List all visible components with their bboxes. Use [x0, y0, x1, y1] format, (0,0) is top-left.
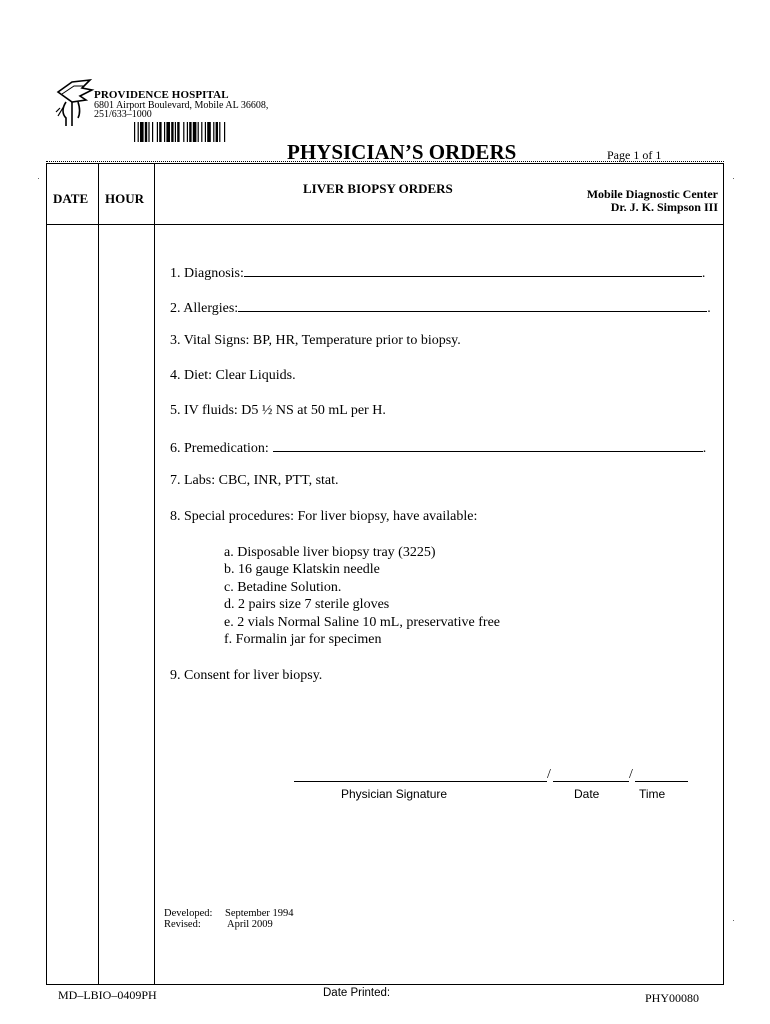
order-set-title: LIVER BIOPSY ORDERS — [303, 181, 453, 196]
physician-signature-label: Physician Signature — [341, 787, 448, 801]
order-diet: 4. Diet: Clear Liquids. — [170, 368, 296, 383]
developed-date: September 1994 — [225, 908, 294, 919]
special-item: b. 16 gauge Klatskin needle — [224, 562, 380, 577]
signature-date-field[interactable] — [553, 781, 629, 782]
order-label: 6. Premedication: — [170, 441, 269, 456]
page-title: PHYSICIAN’S ORDERS — [287, 140, 517, 164]
barcode-icon — [134, 122, 254, 142]
developed-label: Developed: — [164, 908, 213, 919]
order-diagnosis — [170, 263, 705, 282]
allergies-blank-field[interactable] — [238, 298, 707, 312]
order-label: 2. Allergies: — [170, 301, 239, 316]
physician-signature-field[interactable] — [294, 781, 547, 782]
revised-line — [164, 919, 273, 930]
hour-column-divider — [154, 163, 155, 985]
special-item: c. Betadine Solution. — [224, 580, 342, 595]
order-iv-fluids: 5. IV fluids: D5 ½ NS at 50 mL per H. — [170, 403, 386, 418]
top-dotted-rule — [46, 161, 724, 162]
margin-mark — [733, 178, 734, 179]
providence-hospital-logo-icon — [52, 78, 96, 128]
signature-separator: / — [547, 767, 551, 782]
special-item: a. Disposable liver biopsy tray (3225) — [224, 545, 436, 560]
special-item: d. 2 pairs size 7 sterile gloves — [224, 597, 390, 612]
order-vital-signs: 3. Vital Signs: BP, HR, Temperature prior to biopsy. — [170, 333, 461, 348]
hour-column-header: HOUR — [105, 191, 144, 206]
order-labs: 7. Labs: CBC, INR, PTT, stat. — [170, 473, 339, 488]
hospital-address: 6801 Airport Boulevard, Mobile AL 36608, — [94, 100, 269, 111]
revised-label: Revised: — [164, 919, 201, 930]
order-allergies — [170, 298, 711, 317]
order-end: . — [702, 441, 707, 456]
developed-line — [164, 908, 294, 919]
date-column-header: DATE — [53, 191, 89, 206]
order-consent: 9. Consent for liver biopsy. — [170, 668, 323, 683]
order-end: . — [701, 266, 706, 281]
center-name: Mobile Diagnostic Center — [586, 187, 718, 201]
table-header-divider — [46, 224, 724, 225]
margin-mark — [733, 920, 734, 921]
special-item: e. 2 vials Normal Saline 10 mL, preservative free — [224, 615, 501, 630]
doctor-name: Dr. J. K. Simpson III — [610, 200, 718, 214]
hospital-name: PROVIDENCE HOSPITAL — [94, 89, 229, 101]
form-code: MD–LBIO–0409PH — [58, 988, 157, 1002]
date-label: Date — [574, 787, 600, 801]
date-column-divider — [98, 163, 99, 985]
special-item: f. Formalin jar for specimen — [224, 632, 382, 647]
order-end: . — [707, 301, 711, 316]
date-printed-label: Date Printed: — [323, 987, 391, 999]
time-label: Time — [639, 787, 666, 801]
revised-date: April 2009 — [227, 919, 273, 930]
form-number: PHY00080 — [645, 991, 700, 1005]
signature-separator: / — [629, 767, 633, 782]
hospital-phone: 251/633–1000 — [94, 109, 152, 120]
margin-mark — [38, 178, 39, 179]
order-special-procedures: 8. Special procedures: For liver biopsy, have available: — [170, 509, 478, 524]
order-label: 1. Diagnosis: — [170, 266, 244, 281]
orders-table-frame — [46, 163, 724, 985]
order-premedication — [170, 438, 706, 457]
diagnosis-blank-field[interactable] — [244, 263, 702, 277]
signature-time-field[interactable] — [635, 781, 688, 782]
premedication-blank-field[interactable] — [273, 438, 703, 452]
page-number: Page 1 of 1 — [607, 148, 662, 162]
